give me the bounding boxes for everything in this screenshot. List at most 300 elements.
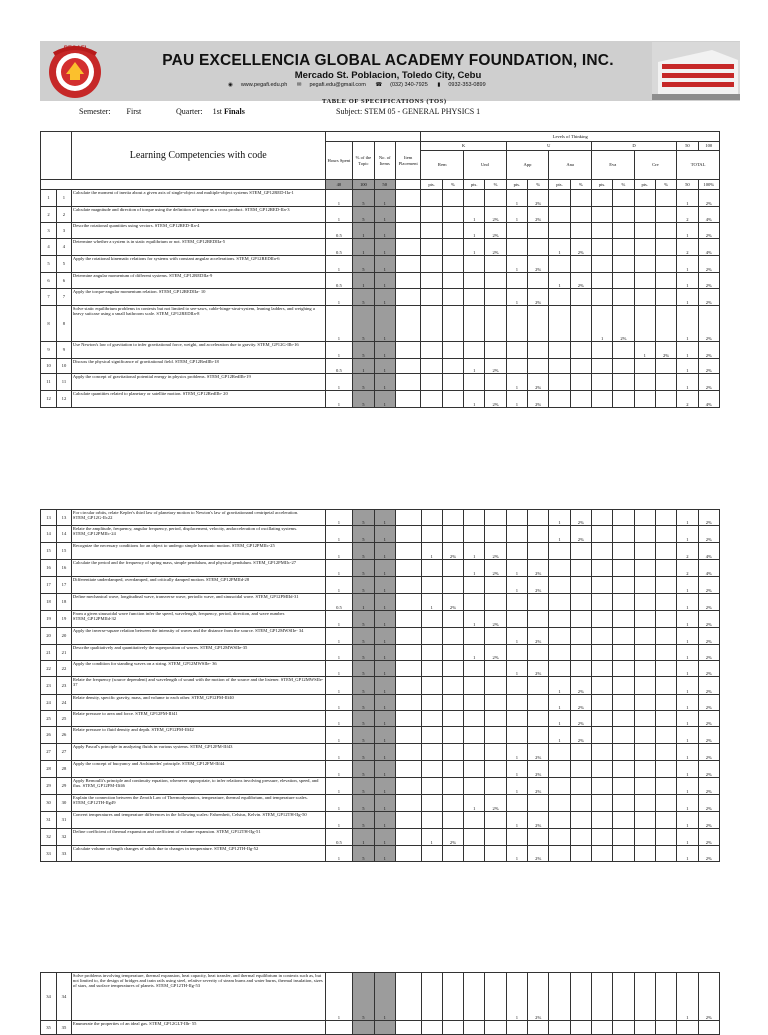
level-value-cell (442, 359, 463, 374)
level-value-cell: 2 (677, 543, 698, 560)
semester-label: Semester: (79, 107, 111, 116)
level-value-cell (528, 239, 549, 256)
level-value-cell: 2% (698, 374, 719, 391)
level-value-cell (592, 973, 613, 1021)
level-value-cell: 1 (506, 812, 527, 829)
level-value-cell (591, 190, 612, 207)
level-value-cell: 2% (528, 391, 549, 408)
placement-cell (395, 289, 421, 306)
mobile-icon: ▮ (437, 82, 441, 88)
placement-cell (395, 711, 421, 727)
hours-cell: 1 (325, 611, 353, 628)
level-value-cell (570, 577, 591, 594)
placement-cell (395, 180, 421, 190)
level-value-cell (634, 711, 655, 727)
level-value-cell (592, 628, 613, 645)
level-value-cell (591, 374, 612, 391)
level-value-cell (634, 778, 655, 795)
level-value-cell (421, 510, 442, 526)
level-value-cell: 1 (421, 543, 442, 560)
hours-cell: 1 (325, 306, 353, 342)
row-number: 24 (41, 695, 57, 711)
table-row (41, 342, 720, 359)
level-value-cell (528, 695, 549, 711)
competency-text: Apply the inverse-square relation between the intensity of waves and the distance from the source. STEM_GP12MWSIIe- 34 (71, 628, 325, 645)
placement-cell (395, 846, 421, 862)
quarter-value: 1st (212, 107, 222, 116)
items-cell: 1 (374, 812, 395, 829)
level-value-cell (421, 306, 442, 342)
level-value-cell (485, 594, 506, 611)
items-cell: 1 (374, 306, 395, 342)
level-value-cell (442, 795, 463, 812)
competency-text: Convert temperatures and temperature differences in the following scales: Fahrenheit, Celsius, Kelvin. STEM_GP12TH-IIg-50 (71, 812, 325, 829)
level-value-cell: 1 (549, 526, 570, 543)
level-value-cell: 2% (442, 594, 463, 611)
row-number: 16 (41, 560, 57, 577)
row-number-repeat: 23 (56, 677, 71, 695)
level-value-cell (485, 973, 506, 1021)
row-number: 5 (41, 256, 57, 273)
level-value-cell: 1 (677, 778, 698, 795)
level-value-cell: 2% (570, 695, 591, 711)
level-value-cell (464, 973, 485, 1021)
level-value-cell (634, 560, 655, 577)
level-value-cell (464, 628, 485, 645)
hours-cell: 1 (325, 711, 353, 727)
row-number: 29 (41, 778, 57, 795)
table-row (41, 391, 720, 408)
level-value-cell: 1 (506, 560, 527, 577)
level-value-cell (613, 778, 634, 795)
row-number-repeat: 31 (56, 812, 71, 829)
row-number-repeat: 1 (56, 190, 71, 207)
level-value-cell (528, 711, 549, 727)
row-number: 8 (41, 306, 57, 342)
row-number: 15 (41, 543, 57, 560)
items-cell: 1 (374, 391, 395, 408)
level-value-cell (634, 661, 655, 677)
semester-value: First (126, 107, 142, 116)
level-value-cell (613, 374, 634, 391)
level-value-cell (655, 239, 676, 256)
competency-text: Apply Pascal's principle in analyzing fluids in various systems. STEM_GP12FM-IIf43 (71, 744, 325, 761)
level-value-cell: 2% (528, 744, 549, 761)
level-value-cell (591, 207, 612, 223)
level-value-cell (592, 577, 613, 594)
level-value-cell (421, 256, 442, 273)
level-value-cell: 1 (506, 207, 527, 223)
hours-cell: 1 (325, 289, 353, 306)
level-value-cell (613, 594, 634, 611)
placement-cell (395, 223, 421, 239)
learning-competencies-header: Learning Competencies with code (71, 132, 325, 180)
level-value-cell: 2% (698, 289, 719, 306)
level-value-cell (442, 973, 463, 1021)
phone2-text: 0932-353-0899 (448, 82, 486, 88)
mail-icon: ✉ (296, 82, 302, 88)
level-value-cell (570, 829, 591, 846)
level-value-cell (506, 526, 527, 543)
level-value-cell (442, 761, 463, 778)
level-value-cell: 1 (506, 577, 527, 594)
table-row (41, 223, 720, 239)
level-value-cell (528, 1021, 549, 1035)
level-value-cell: 1 (549, 510, 570, 526)
items-cell: 1 (374, 846, 395, 862)
level-value-cell: 2% (698, 677, 719, 695)
subject-field (336, 107, 480, 116)
competency-text: Relate the amplitude, frequency, angular frequency, period, displacement, velocity, andacceleration of oscillating systems. STEM_GP12PMIIc-24 (71, 526, 325, 543)
items-cell: 1 (374, 273, 395, 289)
level-value-cell (485, 510, 506, 526)
level-value-cell (592, 510, 613, 526)
level-value-cell (549, 223, 570, 239)
level-value-cell (549, 359, 570, 374)
level-value-cell (591, 256, 612, 273)
level-value-cell (549, 560, 570, 577)
placement-cell (395, 795, 421, 812)
level-value-cell (464, 526, 485, 543)
level-value-cell: 1 (677, 846, 698, 862)
level-value-cell (570, 761, 591, 778)
level-value-cell: 1 (591, 306, 612, 342)
row-number: 1 (41, 190, 57, 207)
row-number: 20 (41, 628, 57, 645)
hours-cell: 1 (325, 577, 353, 594)
level-value-cell: 2% (528, 207, 549, 223)
level-value-cell (655, 695, 676, 711)
level-value-cell (506, 1021, 527, 1035)
competency-text: Describe rotational quantities using vectors. STEM_GP12RED-IIa-4 (71, 223, 325, 239)
level-value-cell (421, 342, 442, 359)
level-value-cell (464, 273, 485, 289)
level-value-cell: 2% (613, 306, 634, 342)
level-value-cell (506, 677, 527, 695)
phone1-text: (032) 340-7925 (390, 82, 428, 88)
level-value-cell (634, 526, 655, 543)
level-value-cell (592, 795, 613, 812)
level-value-cell (655, 744, 676, 761)
items-cell: 1 (374, 611, 395, 628)
level-value-cell (634, 391, 655, 408)
level-value-cell: 1 (549, 239, 570, 256)
placement-cell (395, 560, 421, 577)
percent-cell: 5 (353, 306, 374, 342)
percent-cell: 1 (353, 829, 374, 846)
level-value-cell: 1 (677, 306, 698, 342)
level-value-cell (464, 677, 485, 695)
level-value-cell (485, 273, 506, 289)
level-value-cell (634, 543, 655, 560)
school-logo (44, 40, 106, 102)
placement-cell (395, 190, 421, 207)
percent-total: 100 (353, 180, 374, 190)
placement-cell (395, 695, 421, 711)
level-value-cell (464, 711, 485, 727)
row-number-repeat: 33 (56, 846, 71, 862)
percent-cell: 5 (353, 778, 374, 795)
placement-cell (395, 510, 421, 526)
items-cell: 1 (374, 190, 395, 207)
row-number-repeat: 29 (56, 778, 71, 795)
level-value-cell: 2% (698, 594, 719, 611)
row-number: 6 (41, 273, 57, 289)
row-number-repeat: 16 (56, 560, 71, 577)
level-value-cell (613, 273, 634, 289)
percent-cell: 5 (353, 677, 374, 695)
level-value-cell: 2% (485, 223, 506, 239)
level-value-cell (485, 628, 506, 645)
percent-cell: 5 (353, 973, 374, 1021)
level-value-cell: 4% (698, 207, 719, 223)
level-value-cell (421, 661, 442, 677)
level-value-cell (464, 829, 485, 846)
pts-label: pts. (591, 180, 612, 190)
phone-icon: ☎ (375, 82, 383, 88)
percent-cell: 5 (353, 256, 374, 273)
level-header-4: Eva (591, 151, 634, 180)
level-value-cell (655, 256, 676, 273)
total-header: TOTAL (677, 151, 720, 180)
items-cell: 1 (374, 374, 395, 391)
row-number-repeat: 2 (56, 207, 71, 223)
level-value-cell (549, 207, 570, 223)
tos-table-block-2 (40, 509, 720, 862)
level-value-cell (613, 239, 634, 256)
level-value-cell: 2% (698, 795, 719, 812)
placement-cell (395, 594, 421, 611)
level-value-cell (634, 273, 655, 289)
placement-cell (395, 645, 421, 661)
items-cell: 1 (374, 711, 395, 727)
percent-cell: 5 (353, 661, 374, 677)
level-value-cell (464, 594, 485, 611)
logo-text: PEGAFI (63, 46, 87, 52)
row-number-repeat: 30 (56, 795, 71, 812)
level-value-cell (655, 661, 676, 677)
level-value-cell: 2% (698, 645, 719, 661)
items-cell: 1 (374, 256, 395, 273)
percent-cell: 1 (353, 359, 374, 374)
competency-text: Relate pressure to area and force. STEM_GP12FM-IIf41 (71, 711, 325, 727)
competency-text: Apply the torque-angular momentum relation. STEM_GP12REDIIa- 10 (71, 289, 325, 306)
row-number: 4 (41, 239, 57, 256)
row-number: 17 (41, 577, 57, 594)
level-value-cell (464, 306, 485, 342)
placement-cell (395, 744, 421, 761)
level-value-cell (592, 661, 613, 677)
level-value-cell: 2% (442, 829, 463, 846)
level-value-cell (421, 812, 442, 829)
level-value-cell (506, 645, 527, 661)
level-value-cell: 2% (528, 289, 549, 306)
row-number-repeat: 8 (56, 306, 71, 342)
level-value-cell: 2% (698, 359, 719, 374)
level-value-cell (655, 190, 676, 207)
table-row (41, 560, 720, 577)
level-value-cell (591, 223, 612, 239)
level-value-cell (655, 1021, 676, 1035)
level-value-cell: 1 (506, 846, 527, 862)
level-value-cell (570, 391, 591, 408)
level-value-cell (613, 661, 634, 677)
row-number: 33 (41, 846, 57, 862)
level-value-cell: 1 (549, 711, 570, 727)
level-value-cell (613, 727, 634, 744)
blank-cell (41, 180, 326, 190)
level-value-cell: 2% (485, 207, 506, 223)
competency-text: Explain the connection between the Zeroth Law of Thermodynamics, temperature, thermal equilibrium, and temperature scales. STEM_GP12TH-IIg49 (71, 795, 325, 812)
level-value-cell (528, 342, 549, 359)
level-value-cell (485, 761, 506, 778)
level-value-cell (464, 289, 485, 306)
hours-cell: 1 (325, 661, 353, 677)
level-value-cell (634, 207, 655, 223)
level-value-cell: 1 (677, 661, 698, 677)
level-value-cell (655, 628, 676, 645)
level-value-cell (570, 342, 591, 359)
level-value-cell (634, 594, 655, 611)
table-row (41, 190, 720, 207)
level-value-cell (634, 744, 655, 761)
level-value-cell (570, 223, 591, 239)
level-value-cell (592, 645, 613, 661)
level-value-cell (570, 846, 591, 862)
level-value-cell (570, 628, 591, 645)
level-value-cell (677, 1021, 698, 1035)
percent-cell: 5 (353, 761, 374, 778)
level-value-cell (464, 695, 485, 711)
level-value-cell: 1 (677, 628, 698, 645)
items-cell: 1 (374, 239, 395, 256)
table-row (41, 256, 720, 273)
level-value-cell (506, 342, 527, 359)
placement-cell (395, 611, 421, 628)
level-value-cell: 2% (442, 543, 463, 560)
pts-label: pts. (506, 180, 527, 190)
level-value-cell (592, 543, 613, 560)
level-value-cell (570, 778, 591, 795)
competency-text: Determine whether a system is in static equilibrium or not. STEM_GP12REDIIa-5 (71, 239, 325, 256)
row-number-repeat: 24 (56, 695, 71, 711)
level-value-cell: 4% (698, 239, 719, 256)
hours-cell: 1 (325, 778, 353, 795)
level-value-cell (506, 359, 527, 374)
items-cell: 1 (374, 577, 395, 594)
items-cell: 1 (374, 677, 395, 695)
tos-table-block-3 (40, 972, 720, 1035)
level-value-cell: 2% (570, 711, 591, 727)
level-value-cell (570, 289, 591, 306)
level-value-cell (421, 207, 442, 223)
table-row (41, 812, 720, 829)
table-row (41, 711, 720, 727)
level-value-cell (634, 223, 655, 239)
level-value-cell (634, 256, 655, 273)
level-value-cell (655, 846, 676, 862)
pct-label: % (570, 180, 591, 190)
level-value-cell (464, 846, 485, 862)
level-value-cell (421, 359, 442, 374)
table-row (41, 778, 720, 795)
pts-label: pts. (549, 180, 570, 190)
level-value-cell: 1 (506, 256, 527, 273)
level-value-cell (655, 374, 676, 391)
level-value-cell: 2% (528, 761, 549, 778)
level-value-cell (421, 611, 442, 628)
level-value-cell (655, 223, 676, 239)
level-value-cell (613, 526, 634, 543)
level-value-cell (634, 727, 655, 744)
row-number-repeat: 34 (56, 973, 71, 1021)
level-value-cell: 4% (698, 560, 719, 577)
fifty-header: 50 (677, 142, 698, 151)
row-number-repeat: 21 (56, 645, 71, 661)
level-value-cell (613, 812, 634, 829)
competency-text: Apply the concept of gravitational potential energy in physics problems. STEM_GP12RedIIb-19 (71, 374, 325, 391)
placement-cell (395, 239, 421, 256)
competency-text: Calculate the period and the frequency of spring mass, simple pendulum, and physical pendulum. STEM_GP12PMIIc-27 (71, 560, 325, 577)
level-value-cell (570, 207, 591, 223)
table-row (41, 973, 720, 1021)
level-value-cell (421, 1021, 442, 1035)
percent-cell: 5 (353, 374, 374, 391)
level-value-cell (442, 744, 463, 761)
level-value-cell (442, 510, 463, 526)
level-value-cell (549, 342, 570, 359)
level-value-cell (464, 761, 485, 778)
level-value-cell: 1 (506, 190, 527, 207)
level-value-cell (442, 695, 463, 711)
level-value-cell (528, 306, 549, 342)
level-value-cell: 2% (570, 677, 591, 695)
row-number: 9 (41, 342, 57, 359)
level-value-cell (421, 795, 442, 812)
level-value-cell: 1 (464, 239, 485, 256)
placement-cell (395, 761, 421, 778)
level-value-cell (421, 846, 442, 862)
level-value-cell (698, 1021, 719, 1035)
competency-text: Differentiate underdamped, overdamped, and critically damped motion. STEM_GP12PMIId-28 (71, 577, 325, 594)
level-value-cell (485, 374, 506, 391)
table-row (41, 543, 720, 560)
level-value-cell: 1 (549, 695, 570, 711)
placement-cell (395, 342, 421, 359)
percent-cell: 1 (353, 223, 374, 239)
competency-text: Calculate magnitude and direction of torque using the definition of torque as a cross product. STEM_GP12RED-IIa-3 (71, 207, 325, 223)
level-value-cell (655, 711, 676, 727)
level-value-cell (485, 1021, 506, 1035)
row-number-repeat: 9 (56, 342, 71, 359)
level-value-cell (634, 973, 655, 1021)
hours-cell: 1 (325, 812, 353, 829)
items-cell: 1 (374, 973, 395, 1021)
level-value-cell: 2% (528, 812, 549, 829)
row-number-repeat: 13 (56, 510, 71, 526)
level-value-cell: 2% (528, 577, 549, 594)
competency-text: Solve problems involving temperature, thermal expansion, heat capacity, heat transfer, and thermal equilibrium in contexts such as, but not limited to, the design of bridges and train rails using steel, relative severity of steam burns and water burns, thermal insulation, sizes of stars, and surface temperatures of planets. STEM_GP12TH-IIg-53 (71, 973, 325, 1021)
level-value-cell: 1 (464, 391, 485, 408)
level-value-cell (442, 661, 463, 677)
level-value-cell (591, 391, 612, 408)
level-value-cell (613, 973, 634, 1021)
level-value-cell (570, 256, 591, 273)
level-value-cell (634, 359, 655, 374)
pct-label: % (485, 180, 506, 190)
school-building-image (652, 42, 740, 100)
document-title: TABLE OF SPECIFICATIONS (TOS) (322, 98, 447, 105)
